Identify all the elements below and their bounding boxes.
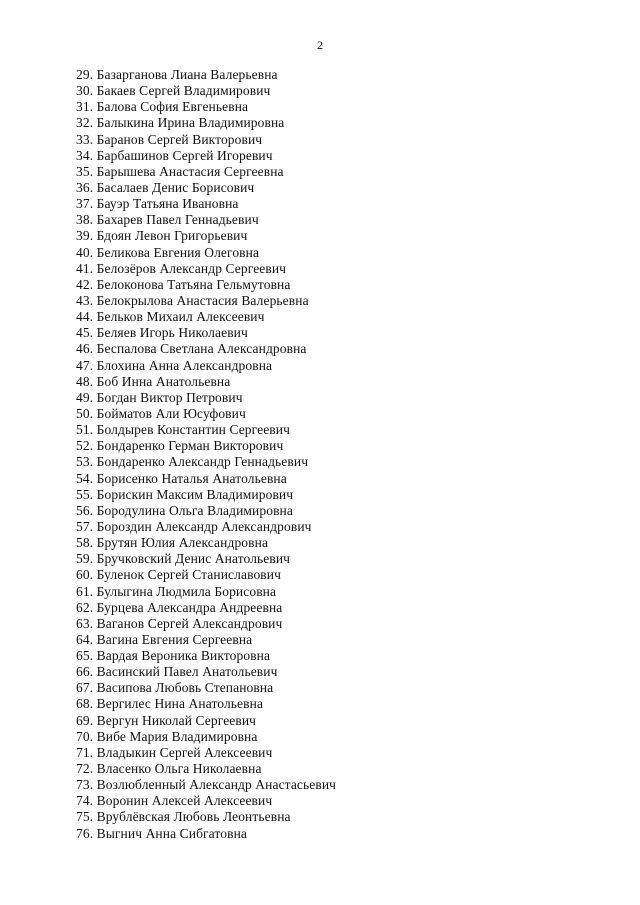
list-item: 49. Богдан Виктор Петрович (76, 389, 243, 405)
list-item: 72. Власенко Ольга Николаевна (76, 761, 262, 777)
list-item: 47. Блохина Анна Александровна (76, 357, 273, 373)
list-item: 75. Врублёвская Любовь Леонтьевна (76, 809, 291, 825)
list-item: 43. Белокрылова Анастасия Валерьевна (76, 292, 309, 308)
list-item: 73. Возлюбленный Александр Анастасьевич (76, 777, 337, 793)
list-item: 36. Басалаев Денис Борисович (76, 179, 255, 195)
list-item: 68. Вергилес Нина Анатольевна (76, 696, 264, 712)
list-item: 59. Бручковский Денис Анатольевич (76, 551, 291, 567)
page-number: 2 (317, 38, 323, 52)
list-item: 53. Бондаренко Александр Геннадьевич (76, 454, 309, 470)
list-item: 65. Вардая Вероника Викторовна (76, 648, 271, 664)
list-item: 41. Белозёров Александр Сергеевич (76, 260, 287, 276)
list-item: 40. Беликова Евгения Олеговна (76, 244, 260, 260)
list-item: 30. Бакаев Сергей Владимирович (76, 83, 271, 99)
list-item: 32. Балыкина Ирина Владимировна (76, 115, 285, 131)
list-item: 38. Бахарев Павел Геннадьевич (76, 212, 259, 228)
list-item: 58. Брутян Юлия Александровна (76, 535, 269, 551)
list-item: 71. Владыкин Сергей Алексеевич (76, 744, 273, 760)
list-item: 61. Булыгина Людмила Борисовна (76, 583, 277, 599)
list-item: 39. Бдоян Левон Григорьевич (76, 228, 248, 244)
list-item: 48. Боб Инна Анатольевна (76, 373, 231, 389)
list-item: 29. Базарганова Лиана Валерьевна (76, 67, 278, 82)
list-item: 46. Беспалова Светлана Александровна (76, 341, 307, 357)
list-item: 69. Вергун Николай Сергеевич (76, 712, 257, 728)
list-item: 62. Бурцева Александра Андреевна (76, 599, 283, 615)
list-item: 56. Бородулина Ольга Владимировна (76, 502, 293, 518)
list-item: 70. Вибе Мария Владимировна (76, 728, 258, 744)
list-item: 60. Буленок Сергей Станиславович (76, 567, 281, 583)
list-item: 50. Бойматов Али Юсуфович (76, 405, 246, 421)
list-item: 74. Воронин Алексей Алексеевич (76, 793, 273, 809)
name-list (76, 67, 336, 842)
list-item: 37. Бауэр Татьяна Ивановна (76, 196, 239, 212)
list-item: 51. Болдырев Константин Сергеевич (76, 422, 290, 438)
list-item: 67. Васипова Любовь Степановна (76, 680, 274, 696)
list-item: 34. Барбашинов Сергей Игоревич (76, 147, 273, 163)
list-item: 31. Балова София Евгеньевна (76, 99, 249, 115)
list-item: 66. Васинский Павел Анатольевич (76, 664, 278, 680)
list-item: 42. Белоконова Татьяна Гельмутовна (76, 276, 291, 292)
list-item: 64. Вагина Евгения Сергеевна (76, 631, 253, 647)
list-item: 76. Выгнич Анна Сибгатовна (76, 825, 247, 841)
list-item: 33. Баранов Сергей Викторович (76, 131, 263, 147)
list-item: 44. Бельков Михаил Алексеевич (76, 309, 265, 325)
list-item: 45. Беляев Игорь Николаевич (76, 325, 248, 341)
list-item: 52. Бондаренко Герман Викторович (76, 438, 284, 454)
list-item: 57. Бороздин Александр Александрович (76, 518, 312, 534)
list-item: 54. Борисенко Наталья Анатольевна (76, 470, 287, 486)
list-item: 55. Борискин Максим Владимирович (76, 486, 294, 502)
list-item: 35. Барышева Анастасия Сергеевна (76, 163, 284, 179)
list-item: 63. Ваганов Сергей Александрович (76, 615, 283, 631)
